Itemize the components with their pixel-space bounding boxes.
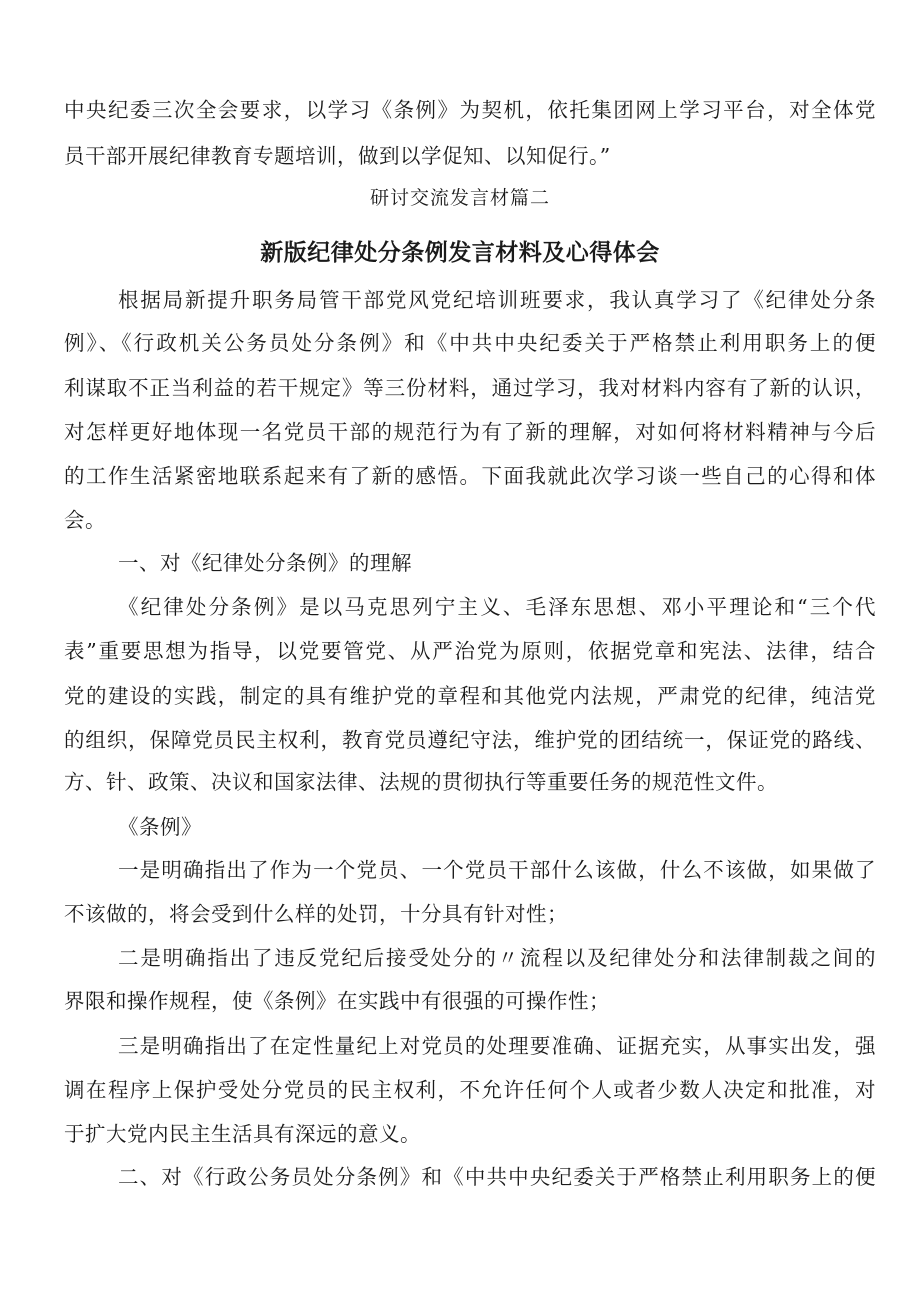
heading-2: 二、对《行政公务员处分条例》和《中共中央纪委关于严格禁止利用职务上的便 bbox=[118, 1165, 876, 1189]
paragraph-2-line-4: 的组织，保障党员民主权利，教育党员遵纪守法，维护党的团结统一，保证党的路线、 bbox=[64, 728, 876, 752]
paragraph-4-line-1: 一是明确指出了作为一个党员、一个党员干部什么该做，什么不该做，如果做了 bbox=[118, 858, 876, 882]
paragraph-1-line-1: 根据局新提升职务局管干部党风党纪培训班要求，我认真学习了《纪律处分条 bbox=[118, 288, 876, 312]
paragraph-2-line-3: 党的建设的实践，制定的具有维护党的章程和其他党内法规，严肃党的纪律，纯洁党 bbox=[64, 684, 876, 708]
intro-line-2: 员干部开展纪律教育专题培训，做到以学促知、以知促行。” bbox=[64, 144, 611, 168]
heading-1: 一、对《纪律处分条例》的理解 bbox=[118, 551, 412, 575]
paragraph-2-line-5: 方、针、政策、决议和国家法律、法规的贯彻执行等重要任务的规范性文件。 bbox=[64, 770, 778, 794]
paragraph-6-line-2: 调在程序上保护受处分党员的民主权利，不允许任何个人或者少数人决定和批准，对 bbox=[64, 1078, 876, 1102]
paragraph-6-line-3: 于扩大党内民主生活具有深远的意义。 bbox=[64, 1122, 421, 1146]
paragraph-1-line-3: 利谋取不正当利益的若干规定》等三份材料，通过学习，我对材料内容有了新的认识， bbox=[64, 376, 876, 400]
paragraph-5-line-1: 二是明确指出了违反党纪后接受处分的〃流程以及纪律处分和法律制裁之间的 bbox=[118, 946, 876, 970]
paragraph-5-line-2: 界限和操作规程，使《条例》在实践中有很强的可操作性； bbox=[64, 989, 610, 1013]
paragraph-6-line-1: 三是明确指出了在定性量纪上对党员的处理要准确、证据充实，从事实出发，强 bbox=[118, 1034, 876, 1058]
paragraph-2-line-1: 《纪律处分条例》是以马克思列宁主义、毛泽东思想、邓小平理论和“三个代 bbox=[118, 595, 876, 619]
intro-line-1: 中央纪委三次全会要求，以学习《条例》为契机，依托集团网上学习平台，对全体党 bbox=[64, 98, 876, 122]
paragraph-3: 《条例》 bbox=[118, 815, 202, 839]
section-subtitle: 研讨交流发言材篇二 bbox=[369, 187, 550, 209]
paragraph-1-line-6: 会。 bbox=[64, 508, 106, 532]
document-title: 新版纪律处分条例发言材料及心得体会 bbox=[260, 240, 660, 266]
paragraph-2-line-2: 表”重要思想为指导，以党要管党、从严治党为原则，依据党章和宪法、法律，结合 bbox=[64, 639, 876, 663]
paragraph-4-line-2: 不该做的，将会受到什么样的处罚，十分具有针对性； bbox=[64, 902, 568, 926]
paragraph-1-line-4: 对怎样更好地体现一名党员干部的规范行为有了新的理解，对如何将材料精神与今后 bbox=[64, 420, 876, 444]
paragraph-1-line-5: 的工作生活紧密地联系起来有了新的感悟。下面我就此次学习谈一些自己的心得和体 bbox=[64, 464, 876, 488]
paragraph-1-line-2: 例》、《行政机关公务员处分条例》和《中共中央纪委关于严格禁止利用职务上的便 bbox=[64, 331, 876, 355]
